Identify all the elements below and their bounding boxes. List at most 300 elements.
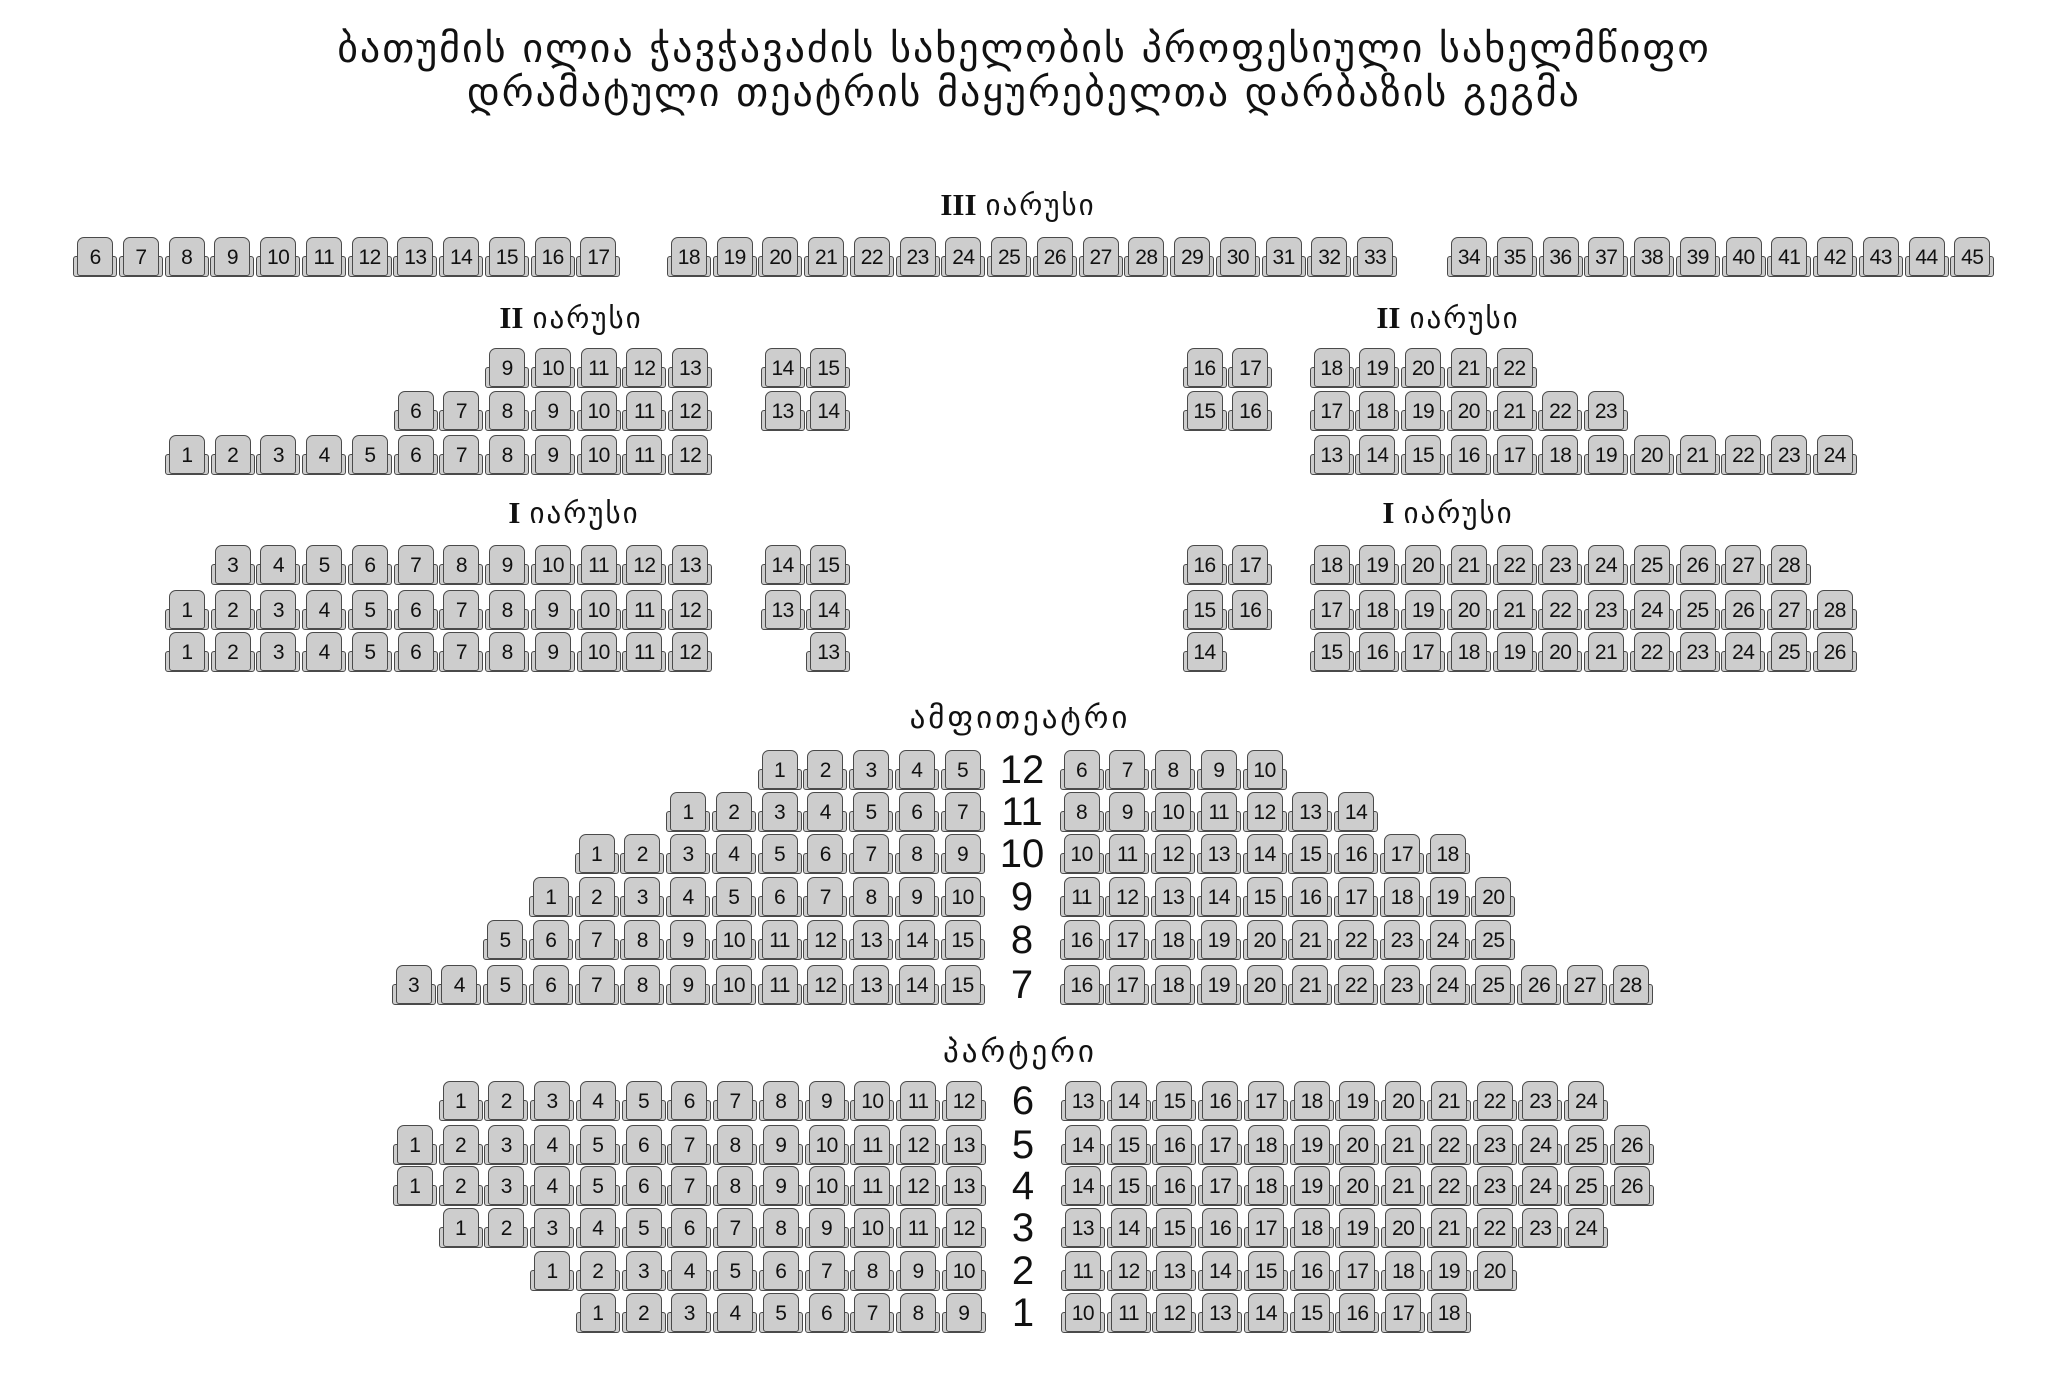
seat[interactable] <box>1473 1081 1517 1121</box>
seat[interactable] <box>211 435 255 475</box>
seat[interactable] <box>1493 545 1537 585</box>
seat[interactable] <box>484 1081 528 1121</box>
seat[interactable] <box>713 1293 757 1333</box>
seat[interactable] <box>1183 545 1227 585</box>
seat[interactable] <box>530 1251 574 1291</box>
seat[interactable] <box>668 391 712 431</box>
seat[interactable] <box>1061 1251 1105 1291</box>
seat[interactable] <box>1355 435 1399 475</box>
seat[interactable] <box>1538 391 1582 431</box>
seat[interactable] <box>806 391 850 431</box>
seat[interactable] <box>1060 920 1104 960</box>
seat[interactable] <box>393 237 437 277</box>
seat[interactable] <box>577 348 621 388</box>
seat[interactable] <box>713 1208 757 1248</box>
seat[interactable] <box>1676 435 1720 475</box>
seat[interactable] <box>531 545 575 585</box>
seat[interactable] <box>1061 1293 1105 1333</box>
seat[interactable] <box>1427 1166 1471 1206</box>
seat[interactable] <box>348 632 392 672</box>
seat[interactable] <box>1401 545 1445 585</box>
seat[interactable] <box>302 632 346 672</box>
seat[interactable] <box>439 545 483 585</box>
seat[interactable] <box>1335 1166 1379 1206</box>
seat[interactable] <box>849 877 893 917</box>
seat[interactable] <box>1676 545 1720 585</box>
seat[interactable] <box>576 1293 620 1333</box>
seat[interactable] <box>119 237 163 277</box>
seat[interactable] <box>805 1125 849 1165</box>
seat[interactable] <box>211 590 255 630</box>
seat[interactable] <box>576 1081 620 1121</box>
seat[interactable] <box>530 1208 574 1248</box>
seat[interactable] <box>577 545 621 585</box>
seat[interactable] <box>1152 1166 1196 1206</box>
seat[interactable] <box>392 965 436 1005</box>
seat[interactable] <box>348 590 392 630</box>
seat[interactable] <box>1471 965 1515 1005</box>
seat[interactable] <box>1355 590 1399 630</box>
seat[interactable] <box>1564 1208 1608 1248</box>
seat[interactable] <box>1381 1166 1425 1206</box>
seat[interactable] <box>668 632 712 672</box>
seat[interactable] <box>667 1251 711 1291</box>
seat[interactable] <box>1107 1208 1151 1248</box>
seat[interactable] <box>1539 237 1583 277</box>
seat[interactable] <box>942 1125 986 1165</box>
seat[interactable] <box>1767 435 1811 475</box>
seat[interactable] <box>1380 834 1424 874</box>
seat[interactable] <box>895 834 939 874</box>
seat[interactable] <box>849 965 893 1005</box>
seat[interactable] <box>805 1081 849 1121</box>
seat[interactable] <box>1335 1125 1379 1165</box>
seat[interactable] <box>1244 1081 1288 1121</box>
seat[interactable] <box>761 590 805 630</box>
seat[interactable] <box>165 435 209 475</box>
seat[interactable] <box>622 435 666 475</box>
seat[interactable] <box>1170 237 1214 277</box>
seat[interactable] <box>622 545 666 585</box>
seat[interactable] <box>1197 750 1241 790</box>
seat[interactable] <box>211 545 255 585</box>
seat[interactable] <box>530 1081 574 1121</box>
seat[interactable] <box>942 1208 986 1248</box>
seat[interactable] <box>1538 435 1582 475</box>
seat[interactable] <box>941 237 985 277</box>
seat[interactable] <box>1355 632 1399 672</box>
seat[interactable] <box>1183 590 1227 630</box>
seat[interactable] <box>576 1208 620 1248</box>
seat[interactable] <box>941 834 985 874</box>
seat[interactable] <box>439 237 483 277</box>
seat[interactable] <box>1244 1125 1288 1165</box>
seat[interactable] <box>575 920 619 960</box>
seat[interactable] <box>666 965 710 1005</box>
seat[interactable] <box>1767 632 1811 672</box>
seat[interactable] <box>1151 920 1195 960</box>
seat[interactable] <box>1473 1208 1517 1248</box>
seat[interactable] <box>896 1125 940 1165</box>
seat[interactable] <box>1290 1251 1334 1291</box>
seat[interactable] <box>1584 237 1628 277</box>
seat[interactable] <box>1243 965 1287 1005</box>
seat[interactable] <box>849 834 893 874</box>
seat[interactable] <box>1060 750 1104 790</box>
seat[interactable] <box>620 877 664 917</box>
seat[interactable] <box>1447 545 1491 585</box>
seat[interactable] <box>348 435 392 475</box>
seat[interactable] <box>1124 237 1168 277</box>
seat[interactable] <box>667 1166 711 1206</box>
seat[interactable] <box>1447 435 1491 475</box>
seat[interactable] <box>1105 750 1149 790</box>
seat[interactable] <box>1105 834 1149 874</box>
seat[interactable] <box>1151 834 1195 874</box>
seat[interactable] <box>1813 237 1857 277</box>
seat[interactable] <box>1244 1251 1288 1291</box>
seat[interactable] <box>439 1166 483 1206</box>
seat[interactable] <box>394 391 438 431</box>
seat[interactable] <box>1473 1251 1517 1291</box>
seat[interactable] <box>1584 435 1628 475</box>
seat[interactable] <box>1401 632 1445 672</box>
seat[interactable] <box>1151 750 1195 790</box>
seat[interactable] <box>1228 545 1272 585</box>
seat[interactable] <box>302 435 346 475</box>
seat[interactable] <box>667 1125 711 1165</box>
seat[interactable] <box>576 237 620 277</box>
seat[interactable] <box>622 1208 666 1248</box>
seat[interactable] <box>439 1081 483 1121</box>
seat[interactable] <box>348 545 392 585</box>
seat[interactable] <box>1813 590 1857 630</box>
seat[interactable] <box>850 1293 894 1333</box>
seat[interactable] <box>667 1293 711 1333</box>
seat[interactable] <box>531 391 575 431</box>
seat[interactable] <box>1447 348 1491 388</box>
seat[interactable] <box>1447 590 1491 630</box>
seat[interactable] <box>529 965 573 1005</box>
seat[interactable] <box>759 1081 803 1121</box>
seat[interactable] <box>439 632 483 672</box>
seat[interactable] <box>1426 965 1470 1005</box>
seat[interactable] <box>302 545 346 585</box>
seat[interactable] <box>1401 348 1445 388</box>
seat[interactable] <box>1335 1081 1379 1121</box>
seat[interactable] <box>302 237 346 277</box>
seat[interactable] <box>667 1081 711 1121</box>
seat[interactable] <box>1564 1125 1608 1165</box>
seat[interactable] <box>577 435 621 475</box>
seat[interactable] <box>1767 590 1811 630</box>
seat[interactable] <box>393 1166 437 1206</box>
seat[interactable] <box>803 965 847 1005</box>
seat[interactable] <box>803 750 847 790</box>
seat[interactable] <box>713 1251 757 1291</box>
seat[interactable] <box>1427 1208 1471 1248</box>
seat[interactable] <box>1152 1081 1196 1121</box>
seat[interactable] <box>576 1166 620 1206</box>
seat[interactable] <box>941 965 985 1005</box>
seat[interactable] <box>1310 435 1354 475</box>
seat[interactable] <box>1060 877 1104 917</box>
seat[interactable] <box>758 834 802 874</box>
seat[interactable] <box>1061 1166 1105 1206</box>
seat[interactable] <box>531 237 575 277</box>
seat[interactable] <box>1152 1293 1196 1333</box>
seat[interactable] <box>666 792 710 832</box>
seat[interactable] <box>1676 632 1720 672</box>
seat[interactable] <box>1307 237 1351 277</box>
seat[interactable] <box>484 1166 528 1206</box>
seat[interactable] <box>394 545 438 585</box>
seat[interactable] <box>256 435 300 475</box>
seat[interactable] <box>1228 590 1272 630</box>
seat[interactable] <box>1152 1125 1196 1165</box>
seat[interactable] <box>1676 590 1720 630</box>
seat[interactable] <box>1722 237 1766 277</box>
seat[interactable] <box>1243 877 1287 917</box>
seat[interactable] <box>850 237 894 277</box>
seat[interactable] <box>1288 920 1332 960</box>
seat[interactable] <box>1721 435 1765 475</box>
seat[interactable] <box>1183 632 1227 672</box>
seat[interactable] <box>1538 590 1582 630</box>
seat[interactable] <box>759 1251 803 1291</box>
seat[interactable] <box>531 435 575 475</box>
seat[interactable] <box>1426 877 1470 917</box>
seat[interactable] <box>1401 590 1445 630</box>
seat[interactable] <box>1105 792 1149 832</box>
seat[interactable] <box>622 1251 666 1291</box>
seat[interactable] <box>1151 965 1195 1005</box>
seat[interactable] <box>437 965 481 1005</box>
seat[interactable] <box>758 237 802 277</box>
seat[interactable] <box>758 920 802 960</box>
seat[interactable] <box>620 965 664 1005</box>
seat[interactable] <box>577 632 621 672</box>
seat[interactable] <box>806 590 850 630</box>
seat[interactable] <box>1197 965 1241 1005</box>
seat[interactable] <box>394 632 438 672</box>
seat[interactable] <box>806 348 850 388</box>
seat[interactable] <box>1262 237 1306 277</box>
seat[interactable] <box>1243 792 1287 832</box>
seat[interactable] <box>256 545 300 585</box>
seat[interactable] <box>394 590 438 630</box>
seat[interactable] <box>1610 1125 1654 1165</box>
seat[interactable] <box>896 1081 940 1121</box>
seat[interactable] <box>1518 1208 1562 1248</box>
seat[interactable] <box>805 1251 849 1291</box>
seat[interactable] <box>1426 920 1470 960</box>
seat[interactable] <box>806 632 850 672</box>
seat[interactable] <box>622 348 666 388</box>
seat[interactable] <box>256 590 300 630</box>
seat[interactable] <box>1427 1081 1471 1121</box>
seat[interactable] <box>1183 348 1227 388</box>
seat[interactable] <box>896 1208 940 1248</box>
seat[interactable] <box>1426 834 1470 874</box>
seat[interactable] <box>1427 1293 1471 1333</box>
seat[interactable] <box>1950 237 1994 277</box>
seat[interactable] <box>666 877 710 917</box>
seat[interactable] <box>712 877 756 917</box>
seat[interactable] <box>713 1125 757 1165</box>
seat[interactable] <box>805 1166 849 1206</box>
seat[interactable] <box>1380 877 1424 917</box>
seat[interactable] <box>850 1208 894 1248</box>
seat[interactable] <box>1198 1208 1242 1248</box>
seat[interactable] <box>530 1166 574 1206</box>
seat[interactable] <box>1493 237 1537 277</box>
seat[interactable] <box>165 590 209 630</box>
seat[interactable] <box>256 632 300 672</box>
seat[interactable] <box>1198 1081 1242 1121</box>
seat[interactable] <box>761 348 805 388</box>
seat[interactable] <box>1197 834 1241 874</box>
seat[interactable] <box>1518 1125 1562 1165</box>
seat[interactable] <box>1107 1293 1151 1333</box>
seat[interactable] <box>1310 348 1354 388</box>
seat[interactable] <box>348 237 392 277</box>
seat[interactable] <box>1197 920 1241 960</box>
seat[interactable] <box>1151 877 1195 917</box>
seat[interactable] <box>1538 545 1582 585</box>
seat[interactable] <box>1859 237 1903 277</box>
seat[interactable] <box>485 545 529 585</box>
seat[interactable] <box>1471 877 1515 917</box>
seat[interactable] <box>1033 237 1077 277</box>
seat[interactable] <box>1473 1125 1517 1165</box>
seat[interactable] <box>1107 1125 1151 1165</box>
seat[interactable] <box>758 750 802 790</box>
seat[interactable] <box>1216 237 1260 277</box>
seat[interactable] <box>577 590 621 630</box>
seat[interactable] <box>485 348 529 388</box>
seat[interactable] <box>1381 1125 1425 1165</box>
seat[interactable] <box>712 920 756 960</box>
seat[interactable] <box>712 965 756 1005</box>
seat[interactable] <box>666 834 710 874</box>
seat[interactable] <box>577 391 621 431</box>
seat[interactable] <box>1813 435 1857 475</box>
seat[interactable] <box>1584 590 1628 630</box>
seat[interactable] <box>165 632 209 672</box>
seat[interactable] <box>1198 1125 1242 1165</box>
seat[interactable] <box>895 750 939 790</box>
seat[interactable] <box>1584 545 1628 585</box>
seat[interactable] <box>575 877 619 917</box>
seat[interactable] <box>1447 237 1491 277</box>
seat[interactable] <box>529 920 573 960</box>
seat[interactable] <box>1334 877 1378 917</box>
seat[interactable] <box>1355 391 1399 431</box>
seat[interactable] <box>1493 348 1537 388</box>
seat[interactable] <box>1721 590 1765 630</box>
seat[interactable] <box>758 877 802 917</box>
seat[interactable] <box>896 237 940 277</box>
seat[interactable] <box>1152 1251 1196 1291</box>
seat[interactable] <box>896 1293 940 1333</box>
seat[interactable] <box>1380 965 1424 1005</box>
seat[interactable] <box>1355 545 1399 585</box>
seat[interactable] <box>1290 1166 1334 1206</box>
seat[interactable] <box>439 391 483 431</box>
seat[interactable] <box>1630 632 1674 672</box>
seat[interactable] <box>941 750 985 790</box>
seat[interactable] <box>850 1251 894 1291</box>
seat[interactable] <box>439 1208 483 1248</box>
seat[interactable] <box>1676 237 1720 277</box>
seat[interactable] <box>713 1166 757 1206</box>
seat[interactable] <box>1335 1293 1379 1333</box>
seat[interactable] <box>622 1125 666 1165</box>
seat[interactable] <box>1061 1125 1105 1165</box>
seat[interactable] <box>531 632 575 672</box>
seat[interactable] <box>165 237 209 277</box>
seat[interactable] <box>804 237 848 277</box>
seat[interactable] <box>987 237 1031 277</box>
seat[interactable] <box>483 920 527 960</box>
seat[interactable] <box>530 1125 574 1165</box>
seat[interactable] <box>1905 237 1949 277</box>
seat[interactable] <box>713 237 757 277</box>
seat[interactable] <box>1381 1251 1425 1291</box>
seat[interactable] <box>1105 965 1149 1005</box>
seat[interactable] <box>1060 834 1104 874</box>
seat[interactable] <box>1518 1166 1562 1206</box>
seat[interactable] <box>1310 391 1354 431</box>
seat[interactable] <box>712 792 756 832</box>
seat[interactable] <box>667 1208 711 1248</box>
seat[interactable] <box>1105 920 1149 960</box>
seat[interactable] <box>895 877 939 917</box>
seat[interactable] <box>1401 435 1445 475</box>
seat[interactable] <box>759 1166 803 1206</box>
seat[interactable] <box>622 590 666 630</box>
seat[interactable] <box>622 391 666 431</box>
seat[interactable] <box>484 1125 528 1165</box>
seat[interactable] <box>1380 920 1424 960</box>
seat[interactable] <box>620 834 664 874</box>
seat[interactable] <box>895 965 939 1005</box>
seat[interactable] <box>439 590 483 630</box>
seat[interactable] <box>394 435 438 475</box>
seat[interactable] <box>1493 632 1537 672</box>
seat[interactable] <box>1060 965 1104 1005</box>
seat[interactable] <box>759 1293 803 1333</box>
seat[interactable] <box>1244 1166 1288 1206</box>
seat[interactable] <box>1290 1208 1334 1248</box>
seat[interactable] <box>895 920 939 960</box>
seat[interactable] <box>302 590 346 630</box>
seat[interactable] <box>896 1251 940 1291</box>
seat[interactable] <box>1107 1251 1151 1291</box>
seat[interactable] <box>1288 792 1332 832</box>
seat[interactable] <box>1335 1251 1379 1291</box>
seat[interactable] <box>759 1208 803 1248</box>
seat[interactable] <box>759 1125 803 1165</box>
seat[interactable] <box>1197 877 1241 917</box>
seat[interactable] <box>622 1166 666 1206</box>
seat[interactable] <box>575 834 619 874</box>
seat[interactable] <box>1183 391 1227 431</box>
seat[interactable] <box>942 1166 986 1206</box>
seat[interactable] <box>576 1125 620 1165</box>
seat[interactable] <box>1381 1208 1425 1248</box>
